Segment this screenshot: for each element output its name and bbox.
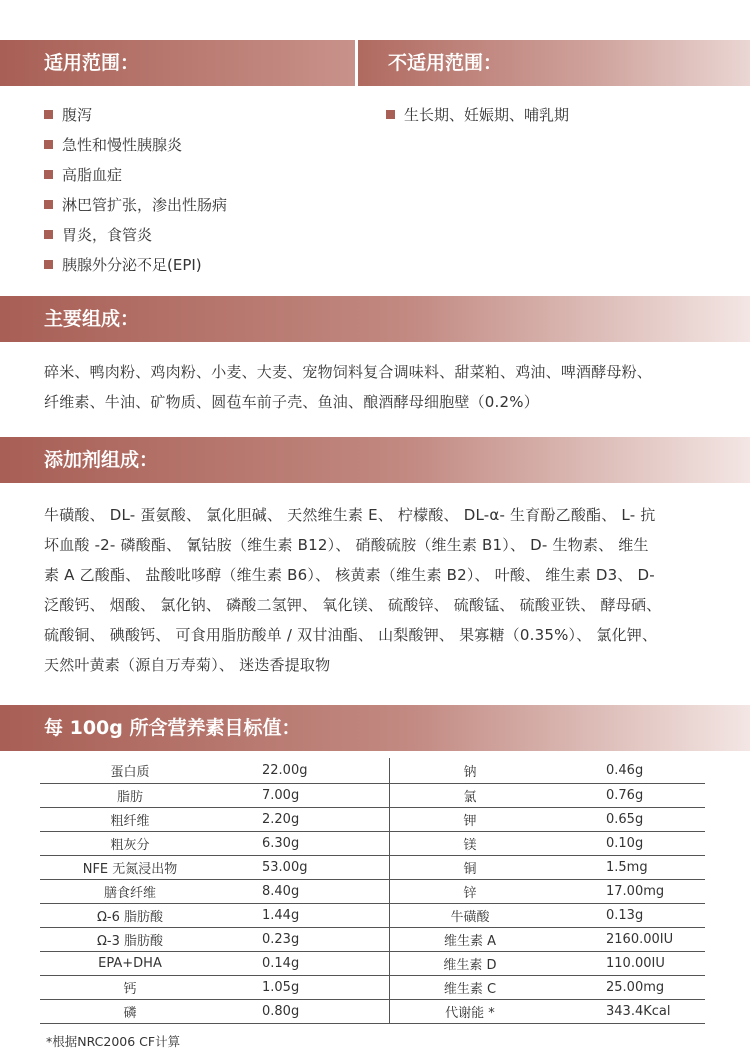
text-line: 硫酸铜、 碘酸钙、 可食用脂肪酸单 / 双甘油酯、 山梨酸钾、 果寡糖（0.35%）、 氯化钾、 [44, 626, 658, 644]
nutrient-name: 磷 [40, 1000, 220, 1024]
nutrient-value: 0.46g [550, 758, 705, 784]
nutrient-value: 17.00mg [550, 880, 705, 904]
nutrient-value: 1.5mg [550, 856, 705, 880]
nutrient-name: 钠 [390, 758, 551, 784]
list-item-label: 腹泻 [62, 106, 93, 124]
table-row [40, 808, 705, 832]
nutrient-value: 0.13g [550, 904, 705, 928]
nutrient-name: 蛋白质 [40, 758, 220, 784]
nutrient-value: 110.00IU [550, 952, 705, 976]
nutrient-value: 0.76g [550, 784, 705, 808]
table-row [40, 856, 705, 880]
table-row [40, 904, 705, 928]
nutrient-name: 维生素 C [390, 976, 551, 1000]
nutrient-name: 维生素 A [390, 928, 551, 952]
nutrient-value: 0.80g [220, 1000, 390, 1024]
nutrient-name: NFE 无氮浸出物 [40, 856, 220, 880]
list-item-label: 急性和慢性胰腺炎 [62, 136, 183, 154]
footnote: *根据NRC2006 CF计算 [46, 1034, 181, 1049]
nutrient-value: 2160.00IU [550, 928, 705, 952]
nutrient-name: 维生素 D [390, 952, 551, 976]
table-row [40, 832, 705, 856]
list-item-label: 胃炎，食管炎 [62, 226, 153, 244]
nutrient-value: 22.00g [220, 758, 390, 784]
table-row [40, 784, 705, 808]
text-line: 泛酸钙、 烟酸、 氯化钠、 磷酸二氢钾、 氧化镁、 硫酸锌、 硫酸锰、 硫酸亚铁、 酵母硒、 [44, 596, 662, 614]
text-line: 天然叶黄素（源自万寿菊）、 迷迭香提取物 [44, 656, 331, 674]
nutrient-value: 53.00g [220, 856, 390, 880]
table-row [40, 758, 705, 784]
nutrient-name: 粗灰分 [40, 832, 220, 856]
additives-text [44, 500, 724, 680]
nutrient-value: 0.14g [220, 952, 390, 976]
composition-text [44, 357, 724, 417]
bullet-icon [44, 260, 53, 269]
nutrient-name: 铜 [390, 856, 551, 880]
bullet-icon [44, 170, 53, 179]
bullet-icon [44, 110, 53, 119]
nutrient-name: Ω-3 脂肪酸 [40, 928, 220, 952]
table-row [40, 952, 705, 976]
list-item-label: 淋巴管扩张，渗出性肠病 [62, 196, 228, 214]
additives-header: 添加剂组成： [0, 437, 750, 483]
nutrient-name: 氯 [390, 784, 551, 808]
nutrient-value: 1.44g [220, 904, 390, 928]
text-line: 碎米、鸭肉粉、鸡肉粉、小麦、大麦、宠物饲料复合调味料、甜菜粕、鸡油、啤酒酵母粉、 [44, 363, 653, 381]
list-item-label: 生长期、妊娠期、哺乳期 [404, 106, 570, 124]
nutrient-name: 代谢能 * [390, 1000, 551, 1024]
bullet-icon [44, 200, 53, 209]
nutrient-value: 7.00g [220, 784, 390, 808]
nutrient-value: 0.10g [550, 832, 705, 856]
nutrient-name: 锌 [390, 880, 551, 904]
nutrient-value: 8.40g [220, 880, 390, 904]
nutrient-name: Ω-6 脂肪酸 [40, 904, 220, 928]
nutrient-value: 6.30g [220, 832, 390, 856]
nutrients-header: 每 100g 所含营养素目标值： [0, 705, 750, 751]
nutrient-value: 2.20g [220, 808, 390, 832]
nutrient-value: 0.23g [220, 928, 390, 952]
unsuitable-list [386, 100, 569, 130]
composition-header: 主要组成： [0, 296, 750, 342]
unsuitable-header: 不适用范围： [358, 40, 750, 86]
nutrient-name: 钙 [40, 976, 220, 1000]
text-line: 纤维素、牛油、矿物质、圆苞车前子壳、鱼油、酿酒酵母细胞壁（0.2%） [44, 393, 539, 411]
nutrient-name: 牛磺酸 [390, 904, 551, 928]
text-line: 牛磺酸、 DL- 蛋氨酸、 氯化胆碱、 天然维生素 E、 柠檬酸、 DL-α- 生育酚乙酸酯、 L- 抗 [44, 506, 656, 524]
list-item [44, 220, 227, 250]
nutrient-name: 镁 [390, 832, 551, 856]
suitable-list [44, 100, 227, 280]
list-item [44, 160, 227, 190]
bullet-icon [386, 110, 395, 119]
bullet-icon [44, 140, 53, 149]
table-row [40, 1000, 705, 1024]
nutrient-table [40, 758, 705, 1024]
nutrient-value: 1.05g [220, 976, 390, 1000]
suitable-header: 适用范围： [0, 40, 355, 86]
list-item [386, 100, 569, 130]
list-item [44, 130, 227, 160]
list-item-label: 高脂血症 [62, 166, 123, 184]
list-item [44, 190, 227, 220]
table-row [40, 976, 705, 1000]
table-row [40, 880, 705, 904]
table-row [40, 928, 705, 952]
nutrient-name: 膳食纤维 [40, 880, 220, 904]
list-item [44, 100, 227, 130]
list-item-label: 胰腺外分泌不足(EPI) [62, 256, 202, 274]
nutrient-name: 脂肪 [40, 784, 220, 808]
nutrient-value: 343.4Kcal [550, 1000, 705, 1024]
bullet-icon [44, 230, 53, 239]
nutrient-name: 钾 [390, 808, 551, 832]
nutrient-value: 25.00mg [550, 976, 705, 1000]
list-item [44, 250, 227, 280]
text-line: 坏血酸 -2- 磷酸酯、 氰钴胺（维生素 B12）、 硝酸硫胺（维生素 B1）、 D- 生物素、 维生 [44, 536, 649, 554]
nutrient-name: 粗纤维 [40, 808, 220, 832]
nutrient-name: EPA+DHA [40, 952, 220, 976]
text-line: 素 A 乙酸酯、 盐酸吡哆醇（维生素 B6）、 核黄素（维生素 B2）、 叶酸、 维生素 D3、 D- [44, 566, 655, 584]
nutrient-value: 0.65g [550, 808, 705, 832]
